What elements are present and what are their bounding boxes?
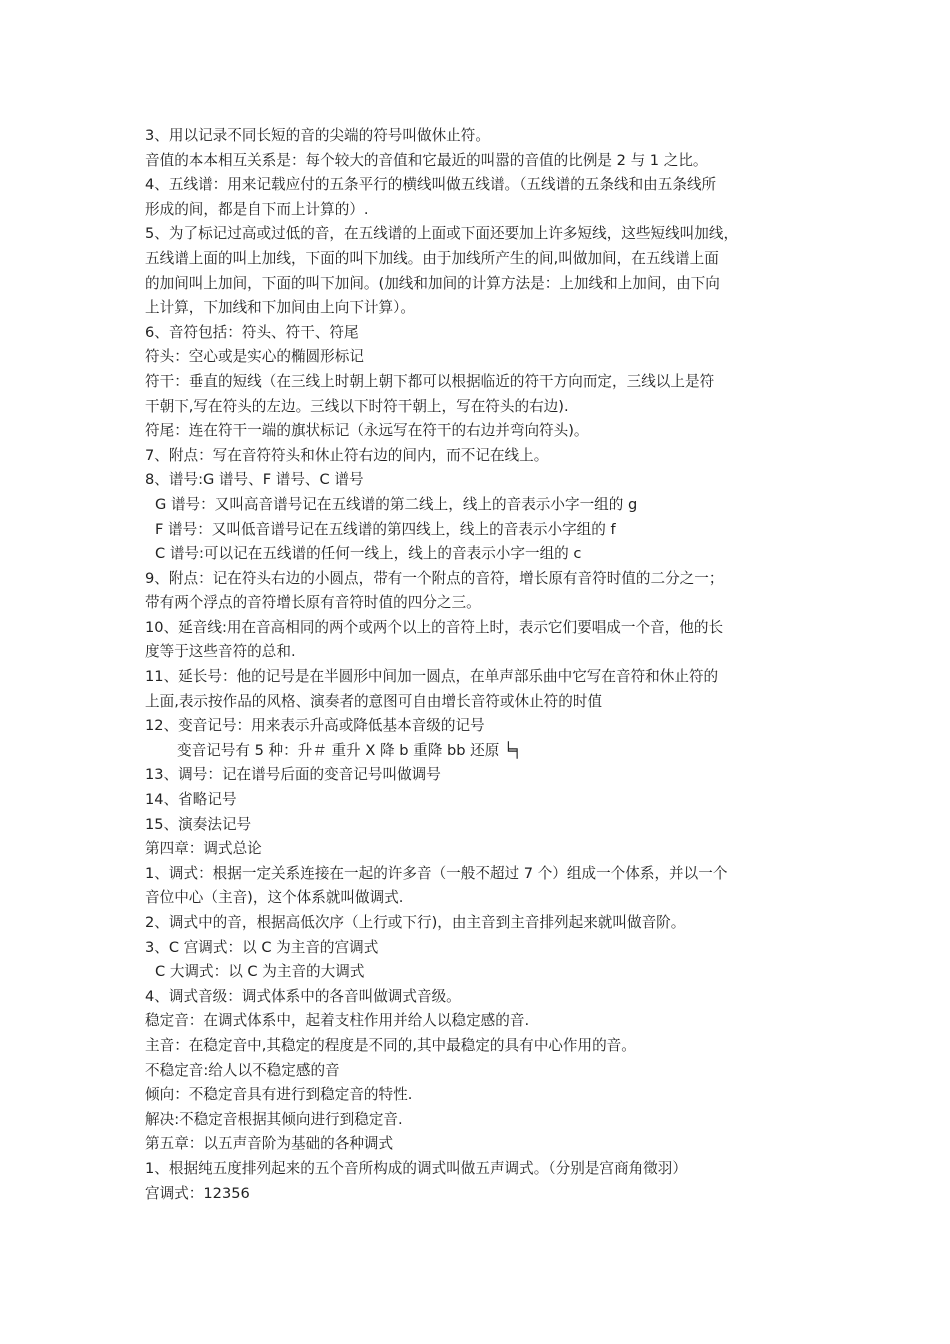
- text-line: 度等于这些音符的总和.: [145, 643, 296, 661]
- text-line: 主音：在稳定音中,其稳定的程度是不同的,其中最稳定的具有中心作用的音。: [145, 1036, 636, 1054]
- text-line: 形成的间，都是自下而上计算的）.: [145, 200, 369, 218]
- text-line: 宫调式：12356: [145, 1184, 250, 1202]
- text-line: 符头：空心或是实心的椭圆形标记: [145, 348, 364, 366]
- text-line: 2、调式中的音，根据高低次序（上行或下行)，由主音到主音排列起来就叫做音阶。: [145, 914, 686, 931]
- text-line: 符干：垂直的短线（在三线上时朝上朝下都可以根据临近的符干方向而定，三线以上是符: [145, 372, 715, 390]
- text-line: 音值的本本相互关系是：每个较大的音值和它最近的叫嚣的音值的比例是 2 与 1 之比。: [145, 151, 708, 169]
- text-line: 14、省略记号: [145, 791, 237, 809]
- text-line: 1、根据纯五度排列起来的五个音所构成的调式叫做五声调式。（分别是宫商角徵羽）: [145, 1159, 687, 1177]
- text-line: 11、延长号：他的记号是在半圆形中间加一圆点，在单声部乐曲中它写在音符和休止符的: [145, 668, 719, 686]
- text-line: 10、延音线:用在音高相同的两个或两个以上的音符上时，表示它们要唱成一个音，他的长: [145, 618, 724, 636]
- document-body: [145, 124, 815, 1206]
- text-line: 不稳定音:给人以不稳定感的音: [145, 1061, 340, 1079]
- text-line: 稳定音：在调式体系中，起着支柱作用并给人以稳定感的音.: [145, 1012, 530, 1030]
- text-line: 上计算，下加线和下加间由上向下计算）。: [145, 299, 415, 317]
- text-line: 1、调式：根据一定关系连接在一起的许多音（一般不超过 7 个）组成一个体系，并以一个: [145, 864, 728, 882]
- text-line: C 大调式：以 C 为主音的大调式: [155, 963, 365, 981]
- chapter-heading: 第五章：以五声音阶为基础的各种调式: [145, 1135, 394, 1153]
- text-line: 15、演奏法记号: [145, 815, 252, 833]
- text-line: G 谱号：又叫高音谱号记在五线谱的第二线上，线上的音表示小字一组的 g: [155, 495, 638, 513]
- text-line: 7、附点：写在音符符头和休止符右边的间内，而不记在线上。: [145, 446, 549, 464]
- text-line: 音位中心（主音)，这个体系就叫做调式.: [145, 889, 404, 907]
- text-line: 的加间叫上加间，下面的叫下加间。(加线和加间的计算方法是：上加线和上加间，由下向: [145, 274, 720, 292]
- text-line: 9、附点：记在符头右边的小圆点，带有一个附点的音符，增长原有音符时值的二分之一；: [145, 569, 724, 587]
- text-line: 变音记号有 5 种：升＃ 重升 X 降 b 重降 bb 还原 ╘╕: [177, 741, 522, 759]
- text-line: 12、变音记号：用来表示升高或降低基本音级的记号: [145, 717, 485, 735]
- text-line: 五线谱上面的叫上加线，下面的叫下加线。由于加线所产生的间,叫做加间，在五线谱上面: [145, 249, 719, 267]
- text-line: 4、调式音级：调式体系中的各音叫做调式音级。: [145, 987, 461, 1005]
- text-line: 6、音符包括：符头、符干、符尾: [145, 323, 359, 341]
- text-line: 5、为了标记过高或过低的音，在五线谱的上面或下面还要加上许多短线，这些短线叫加线，: [145, 225, 739, 243]
- text-line: 3、用以记录不同长短的音的尖端的符号叫做休止符。: [145, 127, 490, 144]
- text-line: F 谱号：又叫低音谱号记在五线谱的第四线上，线上的音表示小字组的 f: [155, 520, 616, 538]
- text-line: 4、五线谱：用来记载应付的五条平行的横线叫做五线谱。（五线谱的五条线和由五条线所: [145, 176, 717, 194]
- text-line: 解决:不稳定音根据其倾向进行到稳定音.: [145, 1110, 403, 1128]
- chapter-heading: 第四章：调式总论: [145, 840, 262, 858]
- text-line: C 谱号:可以记在五线谱的任何一线上，线上的音表示小字一组的 c: [155, 545, 582, 563]
- text-line: 符尾：连在符干一端的旗状标记（永远写在符干的右边并弯向符头)。: [145, 422, 589, 440]
- text-line: 干朝下,写在符头的左边。三线以下时符干朝上，写在符头的右边).: [145, 397, 569, 415]
- text-line: 13、调号：记在谱号后面的变音记号叫做调号: [145, 766, 441, 784]
- text-line: 8、谱号:G 谱号、F 谱号、C 谱号: [145, 471, 364, 489]
- text-line: 带有两个浮点的音符增长原有音符时值的四分之三。: [145, 594, 481, 612]
- text-line: 倾向：不稳定音具有进行到稳定音的特性.: [145, 1086, 413, 1104]
- text-line: 3、C 宫调式：以 C 为主音的宫调式: [145, 938, 379, 956]
- text-line: 上面,表示按作品的风格、演奏者的意图可自由增长音符或休止符的时值: [145, 692, 603, 710]
